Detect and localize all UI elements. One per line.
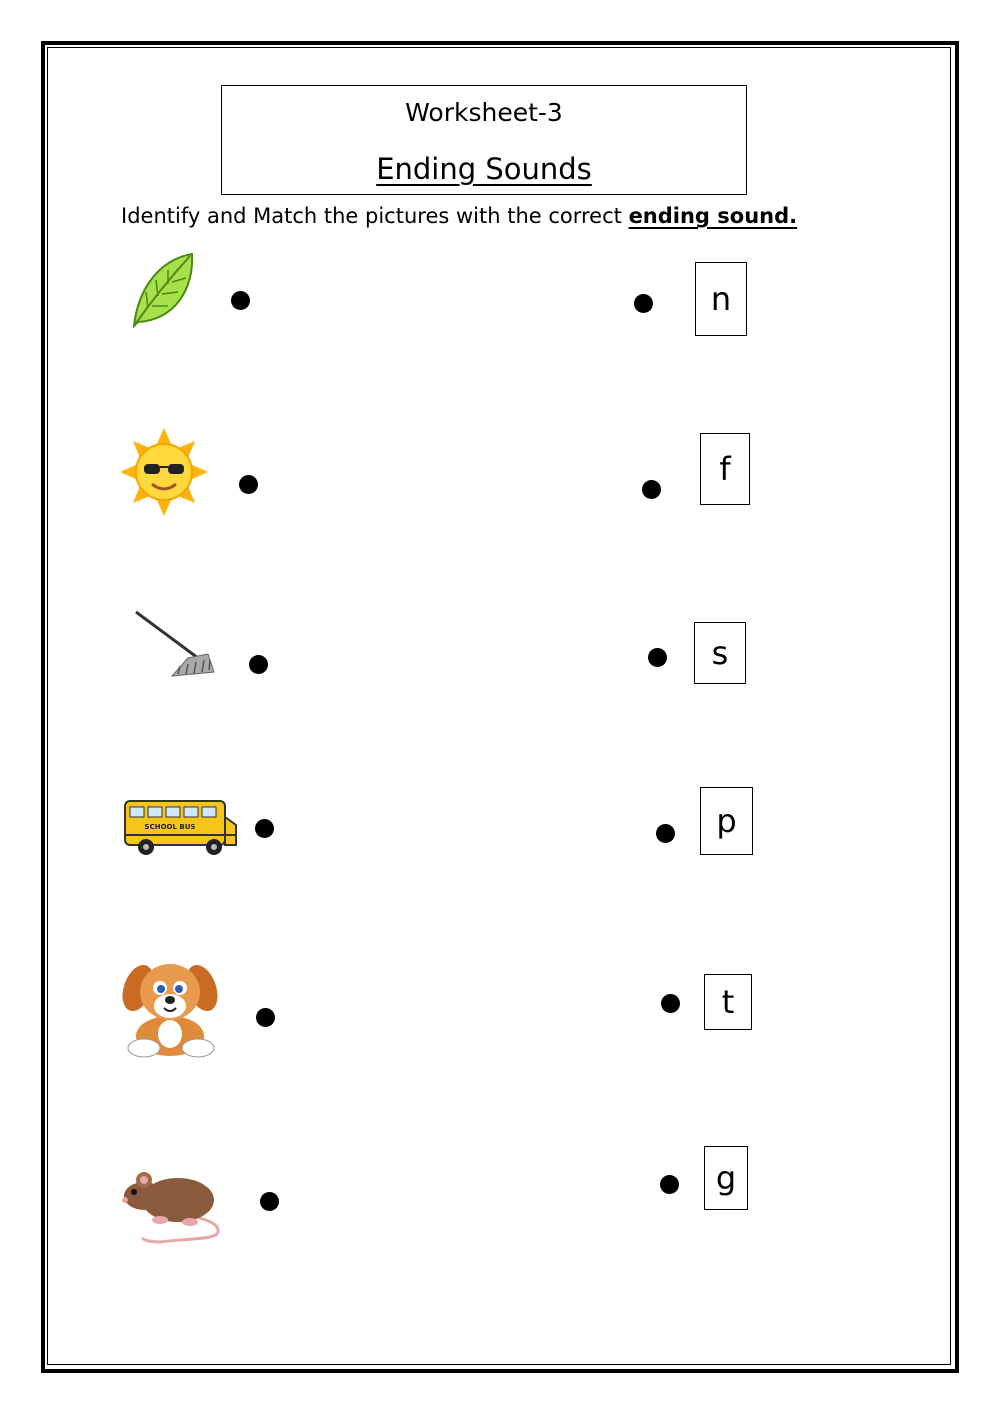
sun-icon — [120, 428, 208, 516]
bus-label: SCHOOL BUS — [144, 823, 196, 831]
title-box — [221, 85, 747, 195]
letter-box-s[interactable]: s — [694, 622, 746, 684]
rat-icon — [120, 1162, 224, 1244]
match-dot-left-6[interactable] — [260, 1192, 279, 1211]
leaf-icon — [128, 250, 196, 330]
instruction-text: Identify and Match the pictures with the correct — [121, 204, 629, 228]
match-dot-right-1[interactable] — [634, 294, 653, 313]
match-dot-right-6[interactable] — [660, 1175, 679, 1194]
match-dot-right-3[interactable] — [648, 648, 667, 667]
match-dot-right-5[interactable] — [661, 994, 680, 1013]
mop-icon — [132, 608, 216, 680]
match-dot-right-2[interactable] — [642, 480, 661, 499]
letter-box-n[interactable]: n — [695, 262, 747, 336]
worksheet-label: Worksheet-3 — [405, 98, 563, 127]
instruction-emphasis: ending sound. — [628, 204, 798, 228]
match-dot-left-4[interactable] — [255, 819, 274, 838]
letter-box-p[interactable]: p — [700, 787, 753, 855]
match-dot-left-3[interactable] — [249, 655, 268, 674]
letter-box-g[interactable]: g — [704, 1146, 748, 1210]
school-bus-icon — [122, 795, 238, 859]
page-title: Ending Sounds — [376, 152, 592, 186]
match-dot-right-4[interactable] — [656, 824, 675, 843]
letter-box-t[interactable]: t — [704, 974, 752, 1030]
match-dot-left-1[interactable] — [231, 291, 250, 310]
match-dot-left-5[interactable] — [256, 1008, 275, 1027]
puppy-icon — [118, 950, 222, 1062]
instruction — [121, 204, 797, 228]
match-dot-left-2[interactable] — [239, 475, 258, 494]
letter-box-f[interactable]: f — [700, 433, 750, 505]
